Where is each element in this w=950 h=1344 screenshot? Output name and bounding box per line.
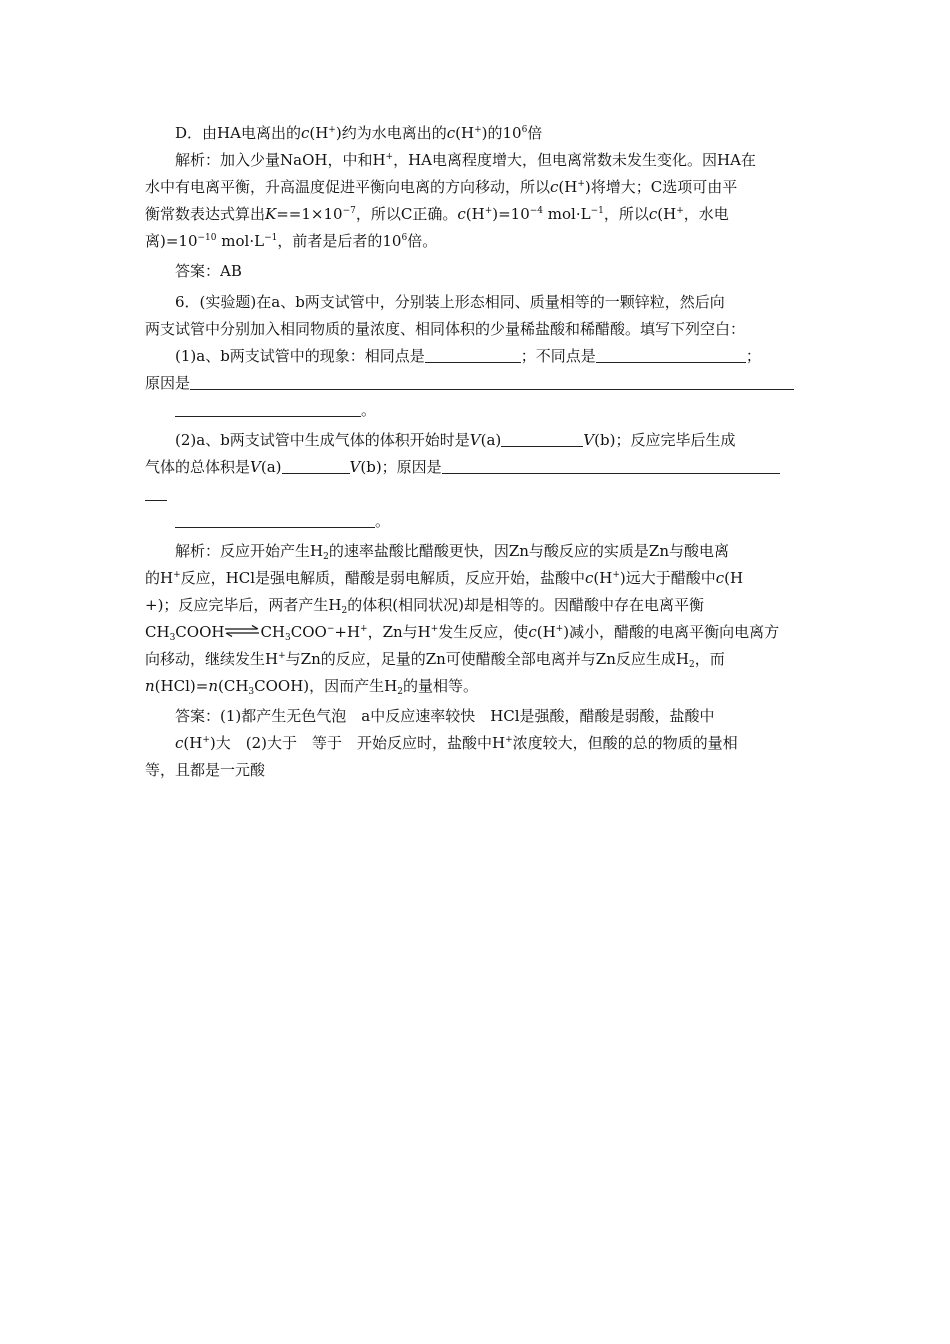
blank-reason-1b[interactable]	[175, 401, 361, 417]
analysis-line-2: 水中有电离平衡，升高温度促进平衡向电离的方向移动，所以c(H+)将增大；C选项可由平	[145, 178, 738, 196]
equilibrium-arrow-icon	[224, 625, 260, 637]
question-6-line-1: 6．(实验题)在a、b两支试管中，分别装上形态相同、质量相等的一颗锌粒，然后向	[175, 293, 725, 311]
analysis-line-4: 离)$=10^{-10}$ $mol\cdot L^{-1}$，前者是后者的$10^6$倍。	[145, 232, 438, 250]
analysis6-line-6: $n(HCl)=n(CH_3COOH)$，因而产生$H_2$的量相等。	[145, 677, 478, 697]
analysis-line-3: 衡常数表达式算出$K==1\times 10^{-7}$，所以C正确。$c(H^+)=10^{-4}$ $mol\cdot L^{-1}$，所以c(H+，水电	[145, 205, 729, 223]
analysis-line-1: 解析：加入少量NaOH，中和H+，HA电离程度增大，但电离常数未发生变化。因HA在	[175, 151, 756, 169]
question-6-reason-2-cont: 。	[175, 511, 390, 531]
question-6-part-2-cont: 气体的总体积是V(a) V(b)；原因是	[145, 457, 780, 477]
question-6-reason-1-cont: 。	[175, 400, 376, 420]
analysis6-line-1: 解析：反应开始产生$H_2$的速率盐酸比醋酸更快，因Zn与酸反应的实质是Zn与酸电离	[175, 542, 729, 562]
answer-5: 答案：AB	[175, 262, 242, 280]
blank-total-volume[interactable]	[282, 458, 350, 474]
blank-reason-1a[interactable]	[190, 374, 794, 390]
analysis6-line-2: 的H+反应，HCl是强电解质，醋酸是弱电解质，反应开始，盐酸中c(H+)远大于醋酸中c(H	[145, 569, 744, 587]
analysis6-line-5: 向移动，继续发生H+与Zn的反应，足量的Zn可使醋酸全部电离并与Zn反应生成$H_2$，而	[145, 650, 725, 670]
question-6-reason-1: 原因是	[145, 373, 794, 393]
question-6-line-2: 两支试管中分别加入相同物质的量浓度、相同体积的少量稀盐酸和稀醋酸。填写下列空白：	[145, 320, 746, 338]
option-d: D．由HA电离出的c(H+)约为水电离出的c(H+)的$10^6$倍	[175, 124, 543, 142]
question-6-part-2: (2)a、b两支试管中生成气体的体积开始时是V(a) V(b)；反应完毕后生成	[175, 431, 736, 449]
analysis6-line-4: $CH_3COOH$ $CH_3COO^-+H^+$，Zn与H+发生反应，使c(H+)减小，醋酸的电离平衡向电离方	[145, 623, 780, 643]
answer6-line-1: 答案：(1)都产生无色气泡 a中反应速率较快 HCl是强酸，醋酸是弱酸，盐酸中	[175, 707, 715, 725]
answer6-line-3: 等，且都是一元酸	[145, 761, 266, 779]
blank-same-point[interactable]	[425, 347, 521, 363]
blank-difference[interactable]	[596, 347, 746, 363]
blank-reason-2c[interactable]	[175, 512, 375, 528]
analysis6-line-3: +)；反应完毕后，两者产生$H_2$的体积(相同状况)却是相等的。因醋酸中存在电离平衡	[145, 596, 704, 616]
blank-initial-volume[interactable]	[501, 431, 583, 447]
blank-reason-2b[interactable]	[145, 485, 167, 501]
question-6-part-1: (1)a、b两支试管中的现象：相同点是 ；不同点是 ；	[175, 347, 761, 365]
question-6-reason-2-wrap	[145, 484, 167, 504]
blank-reason-2a[interactable]	[442, 458, 780, 474]
answer6-line-2: c(H+)大 (2)大于 等于 开始反应时，盐酸中H+浓度较大，但酸的总的物质的量相	[175, 734, 738, 752]
